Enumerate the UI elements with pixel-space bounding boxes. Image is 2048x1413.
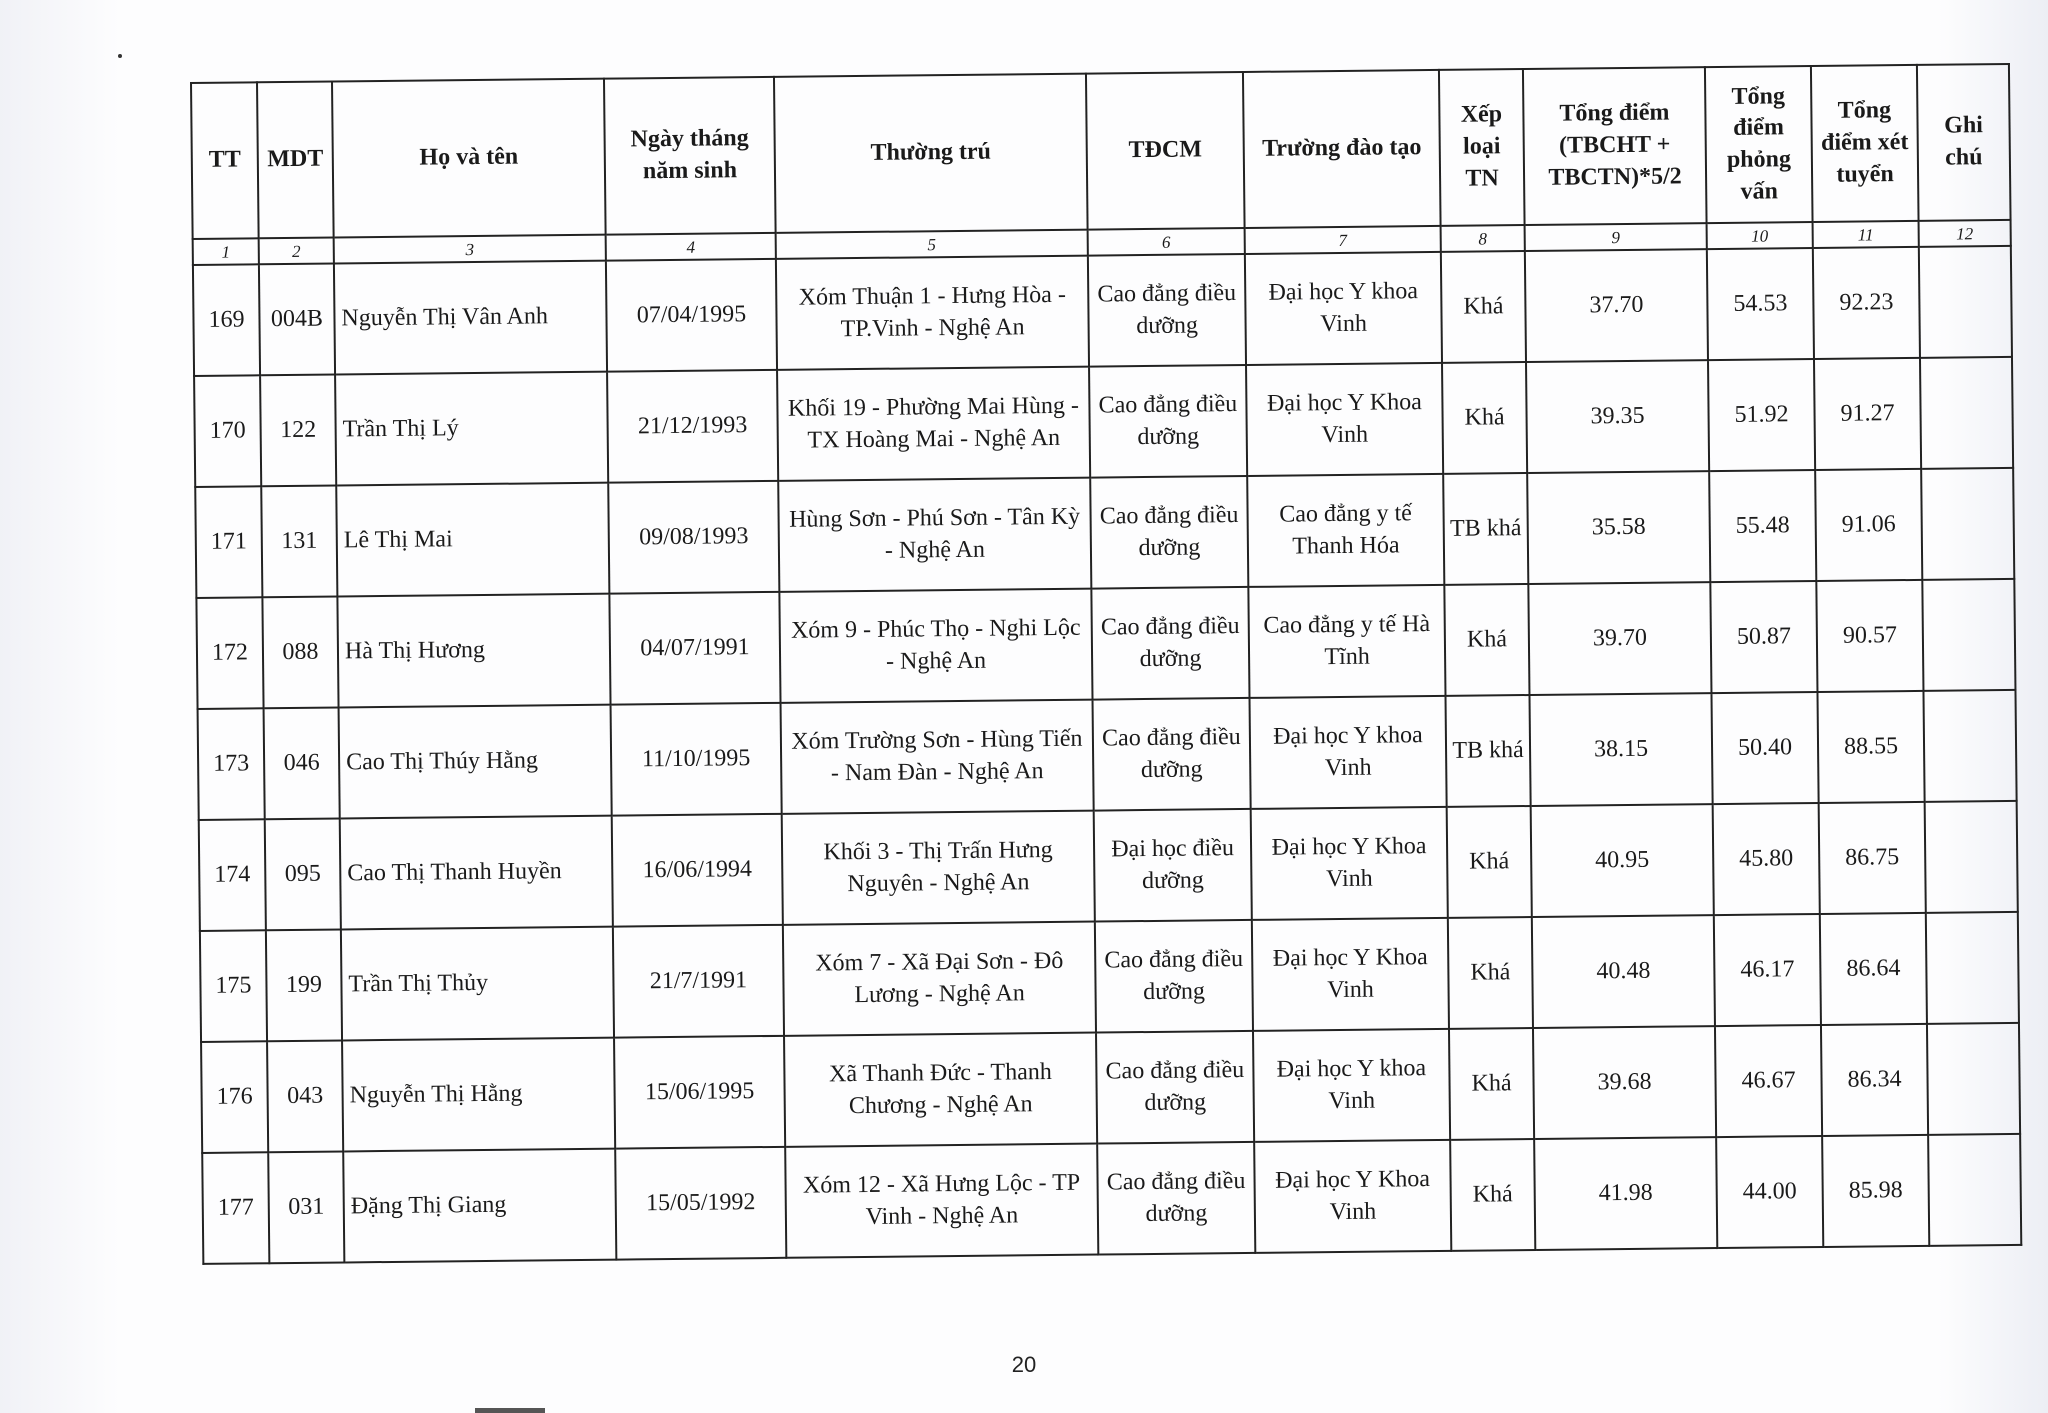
column-number: 8 xyxy=(1441,225,1525,252)
cell-full-name: Trần Thị Thủy xyxy=(341,927,614,1041)
cell-total-gpa-score: 40.95 xyxy=(1531,804,1714,917)
cell-training-school: Đại học Y khoa Vinh xyxy=(1253,1029,1450,1142)
cell-mdt: 088 xyxy=(262,596,338,708)
cell-residence: Xã Thanh Đức - Thanh Chương - Nghệ An xyxy=(784,1033,1097,1147)
cell-total-gpa-score: 40.48 xyxy=(1532,915,1715,1028)
header-birth-date: Ngày tháng năm sinh xyxy=(604,77,776,235)
column-number: 6 xyxy=(1088,228,1245,256)
cell-graduation-rank: TB khá xyxy=(1443,473,1528,585)
cell-notes xyxy=(1928,1134,2021,1246)
cell-residence: Xóm 7 - Xã Đại Sơn - Đô Lương - Nghệ An xyxy=(783,922,1096,1036)
cell-mdt: 199 xyxy=(266,929,342,1041)
cell-admission-score: 86.34 xyxy=(1821,1024,1928,1136)
page-number: 20 xyxy=(1011,1352,1037,1377)
column-number: 3 xyxy=(334,235,606,264)
cell-tt: 173 xyxy=(198,708,265,820)
header-qualification: TĐCM xyxy=(1086,72,1245,230)
cell-qualification: Cao đẳng điều dưỡng xyxy=(1088,254,1246,367)
cell-admission-score: 91.06 xyxy=(1815,469,1922,581)
column-number: 11 xyxy=(1813,221,1919,248)
cell-birth-date: 04/07/1991 xyxy=(609,592,780,705)
cell-residence: Khối 19 - Phường Mai Hùng - TX Hoàng Mai - Nghệ An xyxy=(777,367,1090,481)
cell-interview-score: 55.48 xyxy=(1709,470,1816,582)
cell-interview-score: 50.87 xyxy=(1710,581,1817,693)
table-row xyxy=(195,468,2014,598)
cell-full-name: Trần Thị Lý xyxy=(335,372,608,486)
cell-notes xyxy=(1927,1023,2020,1135)
cell-tt: 175 xyxy=(200,930,267,1042)
cell-training-school: Đại học Y Khoa Vinh xyxy=(1246,363,1443,476)
cell-birth-date: 07/04/1995 xyxy=(606,259,777,372)
header-residence: Thường trú xyxy=(774,74,1088,233)
header-mdt: MDT xyxy=(257,82,334,239)
cell-birth-date: 15/05/1992 xyxy=(615,1147,786,1260)
cell-admission-score: 91.27 xyxy=(1814,358,1921,470)
cell-notes xyxy=(1919,246,2012,358)
cell-tt: 177 xyxy=(202,1152,269,1264)
cell-mdt: 004B xyxy=(259,264,335,376)
cell-notes xyxy=(1921,468,2014,580)
cell-residence: Hùng Sơn - Phú Sơn - Tân Kỳ - Nghệ An xyxy=(778,478,1091,592)
column-number: 7 xyxy=(1245,226,1441,254)
cell-interview-score: 44.00 xyxy=(1716,1136,1823,1248)
cell-total-gpa-score: 38.15 xyxy=(1529,693,1712,806)
cell-graduation-rank: Khá xyxy=(1450,1139,1535,1251)
cell-graduation-rank: Khá xyxy=(1441,251,1526,363)
cell-graduation-rank: Khá xyxy=(1448,917,1533,1029)
cell-birth-date: 15/06/1995 xyxy=(614,1036,785,1149)
cell-tt: 176 xyxy=(201,1041,268,1153)
cell-training-school: Đại học Y khoa Vinh xyxy=(1250,696,1447,809)
header-full-name: Họ và tên xyxy=(332,79,606,238)
header-interview-score: Tổng điểm phỏng vấn xyxy=(1705,66,1813,223)
cell-interview-score: 50.40 xyxy=(1711,692,1818,804)
cell-notes xyxy=(1922,579,2015,691)
candidate-score-table xyxy=(190,63,2022,1265)
cell-admission-score: 90.57 xyxy=(1816,580,1923,692)
cell-qualification: Cao đẳng điều dưỡng xyxy=(1097,1142,1255,1255)
header-graduation-rank: Xếp loại TN xyxy=(1439,69,1525,226)
cell-interview-score: 46.17 xyxy=(1714,914,1821,1026)
table-body xyxy=(193,220,2022,1264)
cell-training-school: Đại học Y Khoa Vinh xyxy=(1252,918,1449,1031)
cell-tt: 172 xyxy=(196,597,263,709)
cell-residence: Xóm 9 - Phúc Thọ - Nghi Lộc - Nghệ An xyxy=(779,589,1092,703)
table-row xyxy=(199,801,2018,931)
cell-qualification: Cao đẳng điều dưỡng xyxy=(1093,698,1251,811)
cell-full-name: Lê Thị Mai xyxy=(336,483,609,597)
cell-interview-score: 51.92 xyxy=(1708,359,1815,471)
scan-edge-mark xyxy=(475,1408,545,1413)
table-row xyxy=(193,246,2012,376)
column-number: 1 xyxy=(193,238,259,265)
cell-graduation-rank: Khá xyxy=(1444,584,1529,696)
cell-residence: Khối 3 - Thị Trấn Hưng Nguyên - Nghệ An xyxy=(782,811,1095,925)
column-number: 5 xyxy=(776,230,1088,259)
cell-total-gpa-score: 41.98 xyxy=(1534,1137,1717,1250)
cell-qualification: Cao đẳng điều dưỡng xyxy=(1091,587,1249,700)
cell-residence: Xóm Trường Sơn - Hùng Tiến - Nam Đàn - Nghệ An xyxy=(781,700,1094,814)
cell-notes xyxy=(1925,801,2018,913)
table-row xyxy=(194,357,2013,487)
cell-total-gpa-score: 39.70 xyxy=(1528,582,1711,695)
cell-training-school: Đại học Y Khoa Vinh xyxy=(1254,1140,1451,1253)
header-admission-score: Tổng điểm xét tuyển xyxy=(1811,65,1919,222)
scan-dot xyxy=(118,54,122,58)
cell-birth-date: 16/06/1994 xyxy=(612,814,783,927)
cell-qualification: Cao đẳng điều dưỡng xyxy=(1089,365,1247,478)
cell-mdt: 043 xyxy=(267,1040,343,1152)
cell-total-gpa-score: 39.68 xyxy=(1533,1026,1716,1139)
cell-interview-score: 45.80 xyxy=(1713,803,1820,915)
cell-training-school: Cao đẳng y tế Hà Tĩnh xyxy=(1248,585,1445,698)
cell-full-name: Cao Thị Thúy Hằng xyxy=(339,705,612,819)
cell-mdt: 095 xyxy=(265,818,341,930)
header-notes: Ghi chú xyxy=(1917,64,2011,221)
header-row xyxy=(191,64,2011,239)
cell-total-gpa-score: 37.70 xyxy=(1525,249,1708,362)
cell-training-school: Đại học Y Khoa Vinh xyxy=(1251,807,1448,920)
column-number: 12 xyxy=(1919,220,2011,247)
cell-interview-score: 46.67 xyxy=(1715,1025,1822,1137)
cell-full-name: Nguyễn Thị Vân Anh xyxy=(334,261,607,375)
header-total-gpa-score: Tổng điểm (TBCHT + TBCTN)*5/2 xyxy=(1523,67,1707,225)
cell-residence: Xóm 12 - Xã Hưng Lộc - TP Vinh - Nghệ An xyxy=(785,1144,1098,1258)
cell-admission-score: 92.23 xyxy=(1813,247,1920,359)
cell-qualification: Đại học điều dưỡng xyxy=(1094,809,1252,922)
cell-full-name: Cao Thị Thanh Huyền xyxy=(340,816,613,930)
cell-admission-score: 85.98 xyxy=(1822,1135,1929,1247)
cell-mdt: 131 xyxy=(261,485,337,597)
cell-full-name: Đặng Thị Giang xyxy=(343,1149,616,1263)
cell-birth-date: 21/7/1991 xyxy=(613,925,784,1038)
column-number: 2 xyxy=(259,238,334,265)
cell-tt: 174 xyxy=(199,819,266,931)
header-tt: TT xyxy=(191,82,259,239)
column-number: 9 xyxy=(1525,223,1707,251)
cell-residence: Xóm Thuận 1 - Hưng Hòa - TP.Vinh - Nghệ An xyxy=(776,256,1089,370)
cell-notes xyxy=(1926,912,2019,1024)
cell-birth-date: 21/12/1993 xyxy=(607,370,778,483)
cell-qualification: Cao đẳng điều dưỡng xyxy=(1095,920,1253,1033)
cell-qualification: Cao đẳng điều dưỡng xyxy=(1096,1031,1254,1144)
table-row xyxy=(201,1023,2020,1153)
cell-training-school: Đại học Y khoa Vinh xyxy=(1245,252,1442,365)
header-training-school: Trường đào tạo xyxy=(1243,70,1441,228)
column-number: 4 xyxy=(606,233,776,261)
cell-notes xyxy=(1920,357,2013,469)
cell-training-school: Cao đẳng y tế Thanh Hóa xyxy=(1247,474,1444,587)
cell-full-name: Nguyễn Thị Hằng xyxy=(342,1038,615,1152)
cell-graduation-rank: Khá xyxy=(1449,1028,1534,1140)
table-row xyxy=(202,1134,2021,1264)
cell-mdt: 046 xyxy=(264,707,340,819)
cell-graduation-rank: Khá xyxy=(1447,806,1532,918)
column-number: 10 xyxy=(1707,222,1813,249)
cell-mdt: 122 xyxy=(260,374,336,486)
cell-graduation-rank: TB khá xyxy=(1445,695,1530,807)
document-sheet xyxy=(190,63,2020,1262)
cell-graduation-rank: Khá xyxy=(1442,362,1527,474)
cell-tt: 169 xyxy=(193,264,260,376)
cell-tt: 171 xyxy=(195,486,262,598)
cell-total-gpa-score: 39.35 xyxy=(1526,360,1709,473)
cell-total-gpa-score: 35.58 xyxy=(1527,471,1710,584)
cell-admission-score: 88.55 xyxy=(1817,691,1924,803)
cell-qualification: Cao đẳng điều dưỡng xyxy=(1090,476,1248,589)
cell-interview-score: 54.53 xyxy=(1707,248,1814,360)
cell-tt: 170 xyxy=(194,375,261,487)
cell-notes xyxy=(1923,690,2016,802)
table-row xyxy=(196,579,2015,709)
cell-birth-date: 11/10/1995 xyxy=(611,703,782,816)
cell-full-name: Hà Thị Hương xyxy=(337,594,610,708)
table-row xyxy=(198,690,2017,820)
cell-mdt: 031 xyxy=(268,1151,344,1263)
cell-birth-date: 09/08/1993 xyxy=(608,481,779,594)
cell-admission-score: 86.75 xyxy=(1819,802,1926,914)
table-row xyxy=(200,912,2019,1042)
cell-admission-score: 86.64 xyxy=(1820,913,1927,1025)
